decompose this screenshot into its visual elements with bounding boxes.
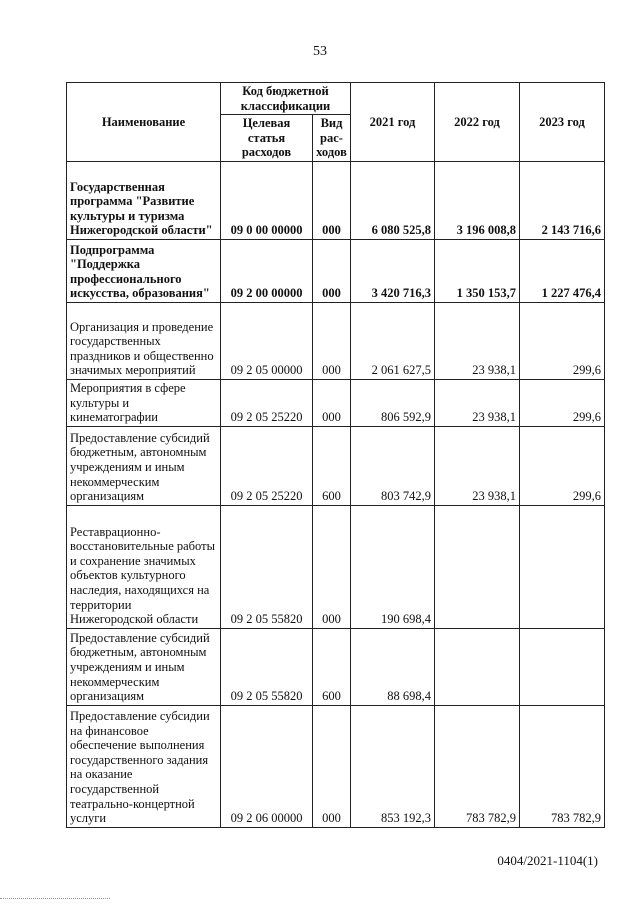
row-name: Организация и проведение государственных праздников и общественно значимых мероприятий	[67, 302, 221, 379]
row-2023: 299,6	[520, 379, 605, 426]
row-code: 09 2 05 00000	[221, 302, 313, 379]
header-expense-type: Вид рас-ходов	[313, 115, 351, 162]
row-2023	[520, 628, 605, 705]
row-2021: 853 192,3	[351, 705, 435, 827]
row-vid: 000	[313, 505, 351, 628]
scan-edge-mark	[0, 896, 110, 899]
header-2023: 2023 год	[520, 83, 605, 162]
row-2022	[435, 505, 520, 628]
row-name: Подпрограмма "Поддержка профессионального искусства, образования"	[67, 239, 221, 302]
row-vid: 000	[313, 239, 351, 302]
row-2021: 190 698,4	[351, 505, 435, 628]
header-2022: 2022 год	[435, 83, 520, 162]
row-2021: 803 742,9	[351, 426, 435, 505]
row-code: 09 2 05 55820	[221, 628, 313, 705]
header-name: Наименование	[67, 83, 221, 162]
row-2023: 299,6	[520, 426, 605, 505]
row-name: Предоставление субсидий бюджетным, автономным учреждениям и иным некоммерческим организациям	[67, 628, 221, 705]
header-target-article: Целевая статья расходов	[221, 115, 313, 162]
table-row	[67, 505, 605, 628]
row-2022: 23 938,1	[435, 379, 520, 426]
row-name: Мероприятия в сфере культуры и кинематографии	[67, 379, 221, 426]
row-2023: 2 143 716,6	[520, 161, 605, 239]
row-vid: 000	[313, 302, 351, 379]
row-vid: 000	[313, 705, 351, 827]
row-2023: 1 227 476,4	[520, 239, 605, 302]
row-vid: 600	[313, 628, 351, 705]
header-2021: 2021 год	[351, 83, 435, 162]
budget-table	[66, 82, 605, 828]
row-code: 09 2 00 00000	[221, 239, 313, 302]
document-code: 0404/2021-1104(1)	[497, 853, 598, 868]
row-vid: 600	[313, 426, 351, 505]
row-2021: 88 698,4	[351, 628, 435, 705]
row-2021: 6 080 525,8	[351, 161, 435, 239]
table-row	[67, 426, 605, 505]
page-number: 53	[313, 44, 327, 59]
row-2022: 3 196 008,8	[435, 161, 520, 239]
row-code: 09 2 05 25220	[221, 379, 313, 426]
row-2022: 1 350 153,7	[435, 239, 520, 302]
row-code: 09 2 05 55820	[221, 505, 313, 628]
row-2022: 23 938,1	[435, 302, 520, 379]
row-name: Предоставление субсидий бюджетным, автономным учреждениям и иным некоммерческим организациям	[67, 426, 221, 505]
table-row	[67, 161, 605, 239]
row-2023: 783 782,9	[520, 705, 605, 827]
row-name: Предоставление субсидии на финансовое обеспечение выполнения государственного задания на оказание государственной театрально-концертной услуги	[67, 705, 221, 827]
row-2022: 783 782,9	[435, 705, 520, 827]
row-name: Реставрационно-восстановительные работы и сохранение значимых объектов культурного наследия, находящихся на территории Нижегородской области	[67, 505, 221, 628]
header-budget-code: Код бюджетной классификации	[221, 83, 351, 115]
table-row	[67, 705, 605, 827]
row-2022	[435, 628, 520, 705]
row-code: 09 0 00 00000	[221, 161, 313, 239]
row-2021: 2 061 627,5	[351, 302, 435, 379]
row-2023: 299,6	[520, 302, 605, 379]
table-row	[67, 379, 605, 426]
table-row	[67, 239, 605, 302]
table-row	[67, 628, 605, 705]
row-name: Государственная программа "Развитие культуры и туризма Нижегородской области"	[67, 161, 221, 239]
row-2022: 23 938,1	[435, 426, 520, 505]
row-2023	[520, 505, 605, 628]
row-code: 09 2 06 00000	[221, 705, 313, 827]
table-row	[67, 302, 605, 379]
row-vid: 000	[313, 379, 351, 426]
row-2021: 3 420 716,3	[351, 239, 435, 302]
row-code: 09 2 05 25220	[221, 426, 313, 505]
row-2021: 806 592,9	[351, 379, 435, 426]
row-vid: 000	[313, 161, 351, 239]
